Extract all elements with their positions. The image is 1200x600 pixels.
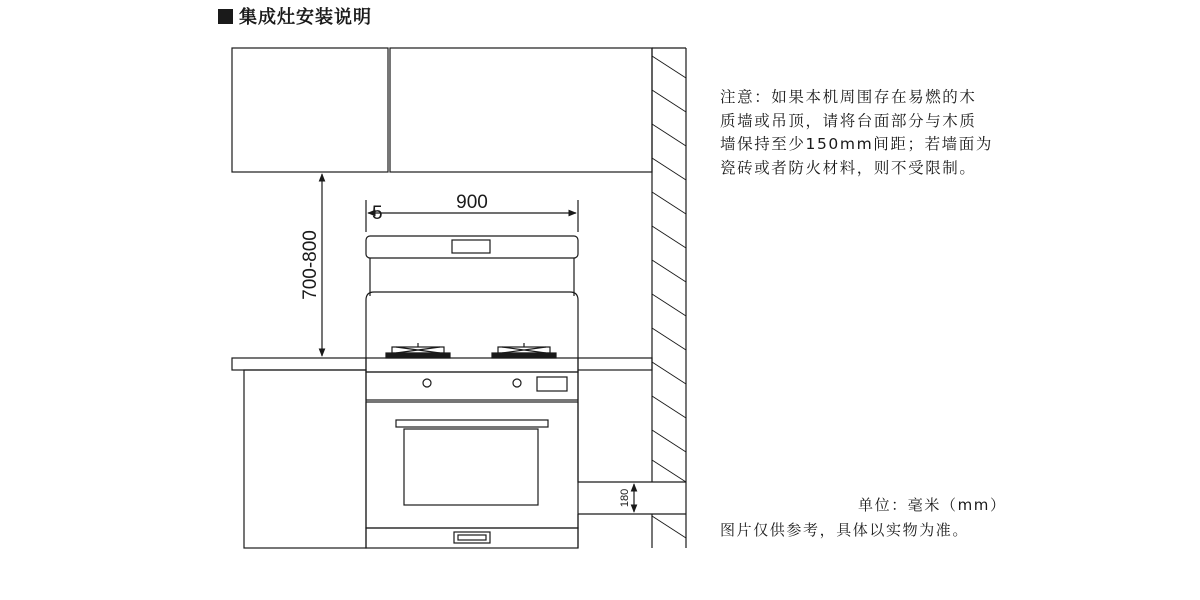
gap-dimension-label: 5 [372, 203, 383, 224]
note-line: 质墙或吊顶，请将台面部分与木质 [720, 111, 977, 130]
base-cabinet-right [578, 370, 686, 482]
cooktop-panel [366, 358, 578, 372]
upper-cabinet-right [390, 48, 652, 172]
oven-handle [396, 420, 548, 427]
hood-display [452, 240, 490, 253]
disclaimer-text: 图片仅供参考，具体以实物为准。 [720, 521, 970, 539]
countertop-right [578, 358, 652, 370]
height-dimension-label: 700-800 [300, 230, 321, 300]
width-dimension-label: 900 [456, 192, 488, 213]
drawer [366, 528, 578, 548]
back-panel [366, 292, 578, 358]
control-panel [366, 372, 578, 400]
base-dimension-label: 180 [619, 488, 631, 508]
burner-left [386, 343, 450, 358]
oven-window [404, 429, 538, 505]
title-text: 集成灶安装说明 [239, 7, 372, 28]
note-line: 墙保持至少150mm间距；若墙面为 [720, 135, 993, 153]
base-cabinet-left [244, 370, 366, 548]
note-line: 注意：如果本机周围存在易燃的木 [720, 88, 977, 106]
wall-hatch [652, 48, 686, 548]
control-display [537, 377, 567, 391]
installation-note [720, 86, 1030, 180]
knob-left [423, 379, 431, 387]
upper-cabinet-left [232, 48, 388, 172]
oven-body [366, 402, 578, 528]
range-hood [366, 236, 578, 258]
countertop-left [232, 358, 366, 370]
drawer-handle [454, 532, 490, 543]
unit-label: 单位：毫米（mm） [858, 496, 1007, 514]
knob-right [513, 379, 521, 387]
note-line: 瓷砖或者防火材料，则不受限制。 [720, 158, 977, 177]
burner-right [492, 343, 556, 358]
